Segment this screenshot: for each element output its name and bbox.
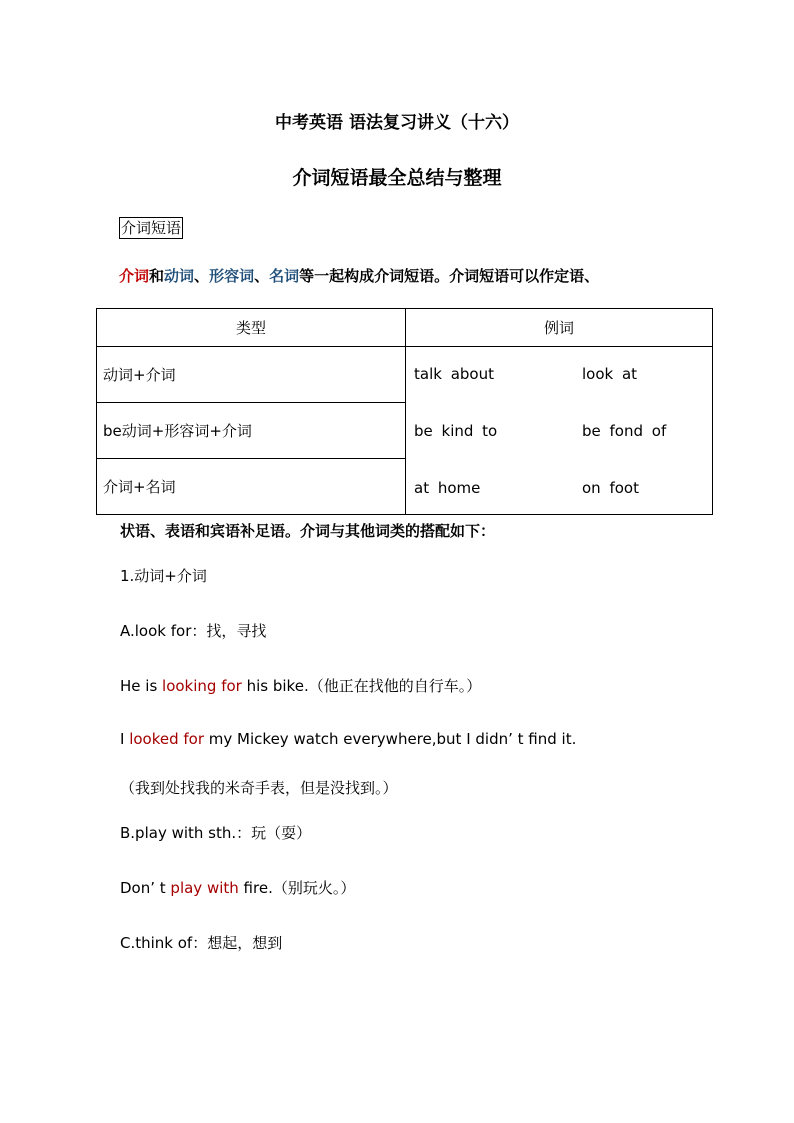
continuation-paragraph: 状语、表语和宾语补足语。介词与其他词类的搭配如下： bbox=[120, 522, 496, 540]
example-phrase: be fond of bbox=[582, 421, 667, 440]
example-row bbox=[414, 422, 704, 440]
item-a-example-1 bbox=[120, 675, 481, 696]
table-row bbox=[97, 347, 713, 403]
example-phrase: look at bbox=[582, 364, 638, 383]
table-cell-examples bbox=[406, 347, 713, 515]
section-1-heading: 1.动词+介词 bbox=[120, 567, 207, 585]
example-highlight: looking for bbox=[162, 677, 242, 695]
phrase-type-table bbox=[96, 308, 713, 515]
intro-term-verb: 动词 bbox=[164, 267, 195, 285]
page-title: 中考英语 语法复习讲义（十六） bbox=[275, 113, 519, 133]
intro-term-noun: 名词 bbox=[269, 267, 300, 285]
example-text: my Mickey watch everywhere,but I didn’ t find it. bbox=[204, 730, 577, 748]
intro-term-adjective: 形容词 bbox=[209, 267, 255, 285]
item-b-heading: B.play with sth.：玩（耍） bbox=[120, 824, 312, 842]
example-phrase: on foot bbox=[582, 478, 639, 497]
example-text: I bbox=[120, 730, 130, 748]
item-a-example-2 bbox=[120, 730, 576, 748]
section-heading: 介词短语 bbox=[121, 219, 182, 237]
example-text: He is bbox=[120, 677, 163, 695]
example-phrase: be kind to bbox=[414, 421, 498, 440]
table-cell-type: 介词+名词 bbox=[97, 459, 406, 515]
example-row bbox=[414, 479, 704, 497]
example-row bbox=[414, 365, 704, 383]
intro-text: 和 bbox=[149, 267, 165, 285]
table-cell-type: 动词+介词 bbox=[97, 347, 406, 403]
table-header-row bbox=[97, 309, 713, 347]
item-b-example-1 bbox=[120, 877, 355, 898]
intro-text: 、 bbox=[254, 267, 270, 285]
example-text: his bike.（他正在找他的自行车。） bbox=[241, 677, 482, 695]
intro-paragraph bbox=[119, 265, 599, 286]
example-phrase: talk about bbox=[414, 364, 494, 383]
example-text: Don’ t bbox=[120, 879, 171, 897]
example-highlight: looked for bbox=[129, 730, 205, 748]
intro-term-preposition: 介词 bbox=[119, 267, 150, 285]
table-header-type: 类型 bbox=[97, 309, 406, 347]
page-subtitle: 介词短语最全总结与整理 bbox=[292, 167, 502, 189]
item-a-heading: A.look for：找，寻找 bbox=[120, 622, 267, 640]
example-highlight: play with bbox=[170, 879, 239, 897]
item-a-example-2-translation: （我到处找我的米奇手表，但是没找到。） bbox=[120, 779, 398, 797]
item-c-heading: C.think of：想起，想到 bbox=[120, 934, 283, 952]
intro-text: 等一起构成介词短语。介词短语可以作定语、 bbox=[299, 267, 600, 285]
example-text: fire.（别玩火。） bbox=[238, 879, 356, 897]
intro-text: 、 bbox=[194, 267, 210, 285]
example-phrase: at home bbox=[414, 478, 481, 497]
table-cell-type: be动词+形容词+介词 bbox=[97, 403, 406, 459]
table-header-examples: 例词 bbox=[406, 309, 713, 347]
